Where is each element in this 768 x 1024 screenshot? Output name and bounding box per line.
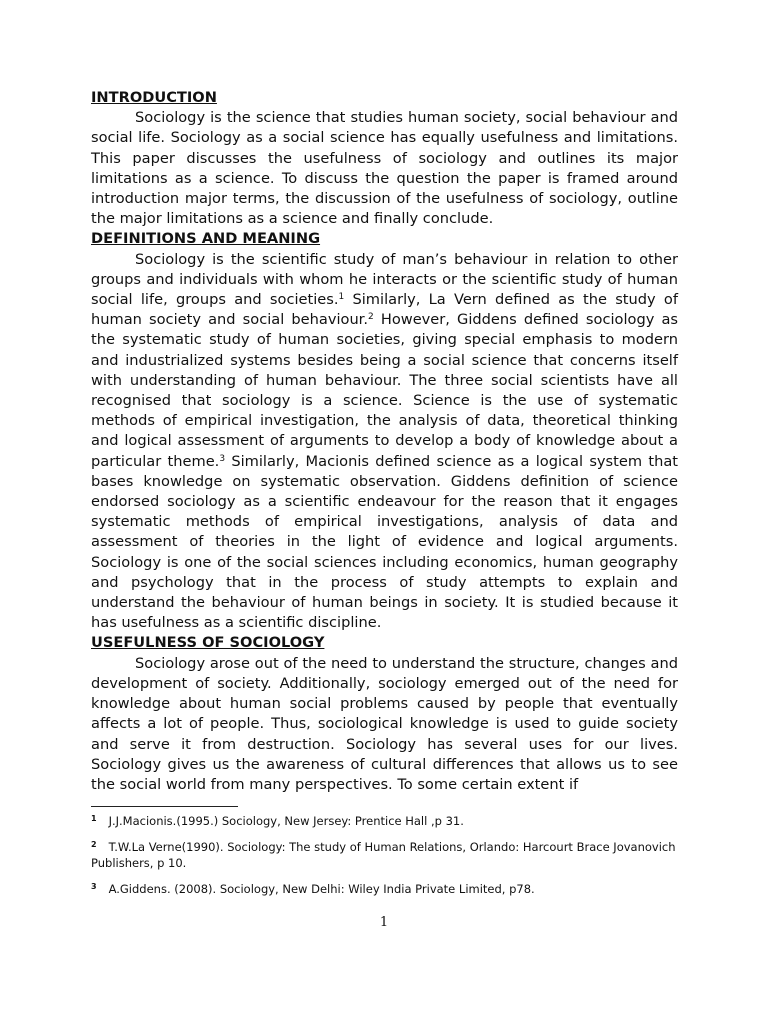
- footnote-mark: 2: [91, 840, 97, 849]
- footnote-3: [91, 881, 678, 897]
- footnote-ref-2: 2: [368, 312, 374, 323]
- paragraph-definitions: [91, 250, 678, 634]
- paragraph-usefulness: Sociology arose out of the need to understand the structure, changes and development of society. Additionally, sociology emerged out of the need for knowledge about human social problems caused by people that eventually affects a lot of people. Thus, sociological knowledge is used to guide society and serve it from destruction. Sociology has several uses for our lives. Sociology gives us the awareness of cultural differences that allows us to see the social world from many perspectives. To some certain extent if: [91, 654, 678, 793]
- footnote-text: J.J.Macionis.(1995.) Sociology, New Jersey: Prentice Hall ,p 31.: [108, 814, 464, 828]
- footnote-divider: [91, 806, 238, 807]
- footnote-1: [91, 813, 678, 829]
- heading-definitions: DEFINITIONS AND MEANING: [91, 230, 321, 248]
- body-text: [91, 88, 678, 795]
- footnotes: [91, 813, 678, 907]
- heading-usefulness: USEFULNESS OF SOCIOLOGY: [91, 634, 325, 652]
- footnote-ref-1: 1: [338, 292, 345, 303]
- footnote-text: A.Giddens. (2008). Sociology, New Delhi: Wiley India Private Limited, p78.: [108, 882, 535, 896]
- definitions-text-4: Similarly, Macionis defined science as a logical system that bases knowledge on systematic observation. Giddens definition of science endorsed sociology as a scientific endeavour for the reason that it engages systematic methods of empirical investigations, analysis of data and assessment of theories in the light of evidence and logical arguments. Sociology is one of the social sciences including economics, human geography and psychology that in the process of study attempts to explain and understand the behaviour of human beings in society. It is studied because it has usefulness as a scientific discipline.: [91, 452, 678, 632]
- footnote-ref-3: 3: [219, 453, 226, 464]
- footnote-2: [91, 839, 678, 871]
- definitions-text-1: Sociology is the scientific study of man’s behaviour in relation to other groups and individuals with whom he interacts or the scientific study of human social life, groups and societies.: [91, 250, 678, 309]
- footnote-mark: 3: [91, 882, 97, 891]
- page-number: 1: [379, 915, 389, 930]
- definitions-text-2: Similarly, La Vern defined as the study of human society and social behaviour.: [91, 291, 678, 329]
- paragraph-introduction: Sociology is the science that studies human society, social behaviour and social life. Sociology as a social science has equally usefulness and limitations. This paper discusses the usefulness of sociology and outlines its major limitations as a science. To discuss the question the paper is framed around introduction major terms, the discussion of the usefulness of sociology, outline the major limitations as a science and finally conclude.: [91, 109, 678, 228]
- definitions-text-3: However, Giddens defined sociology as the systematic study of human societies, giving special emphasis to modern and industrialized systems besides being a social science that concerns itself with understanding of human behaviour. The three social scientists have all recognised that sociology is a science. Science is the use of systematic methods of empirical investigation, the analysis of data, theoretical thinking and logical assessment of arguments to develop a body of knowledge about a particular theme.: [91, 311, 679, 470]
- footnote-mark: 1: [91, 814, 97, 823]
- footnote-text: T.W.La Verne(1990). Sociology: The study of Human Relations, Orlando: Harcourt Brace Jovanovich Publishers, p 10.: [91, 840, 676, 870]
- heading-introduction: INTRODUCTION: [91, 89, 217, 106]
